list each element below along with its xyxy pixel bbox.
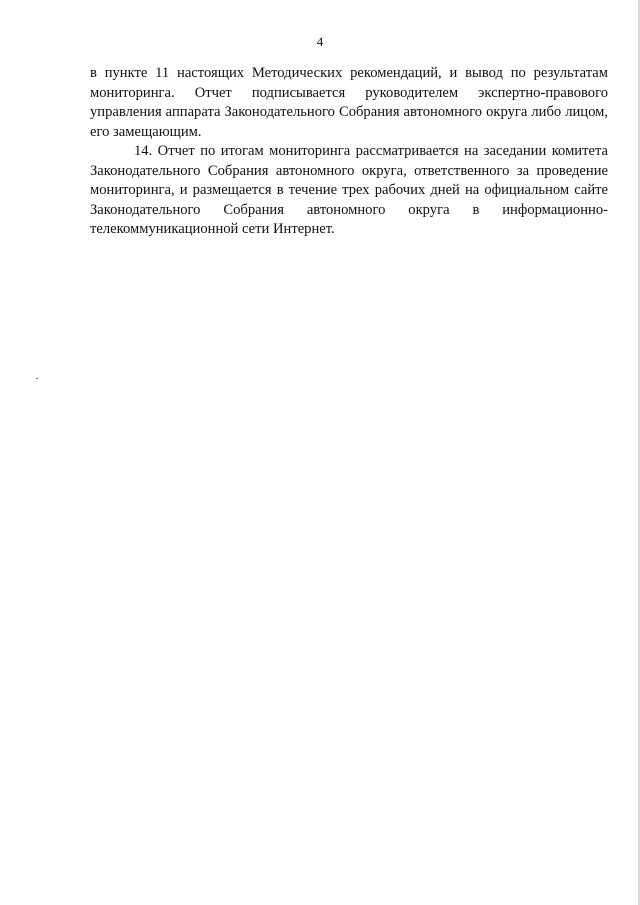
paragraph-continuation: в пункте 11 настоящих Методических рекомендаций, и вывод по результатам мониторинга. Отчет подписывается руководителем экспертно-правового управления аппарата Законодательного Собрания автономного округа либо лицом, его замещающим. xyxy=(90,65,608,140)
paragraph-item-14: 14. Отчет по итогам мониторинга рассматривается на заседании комитета Законодательного Собрания автономного округа, ответственного за проведение мониторинга, и размещается в течение трех рабочих дней на официальном сайте Законодательного Собрания автономного округа в информационно-телекоммуникационной сети Интернет. xyxy=(90,143,608,237)
document-body xyxy=(90,64,608,240)
scan-artifact xyxy=(36,378,38,379)
page-number: 4 xyxy=(316,34,324,49)
